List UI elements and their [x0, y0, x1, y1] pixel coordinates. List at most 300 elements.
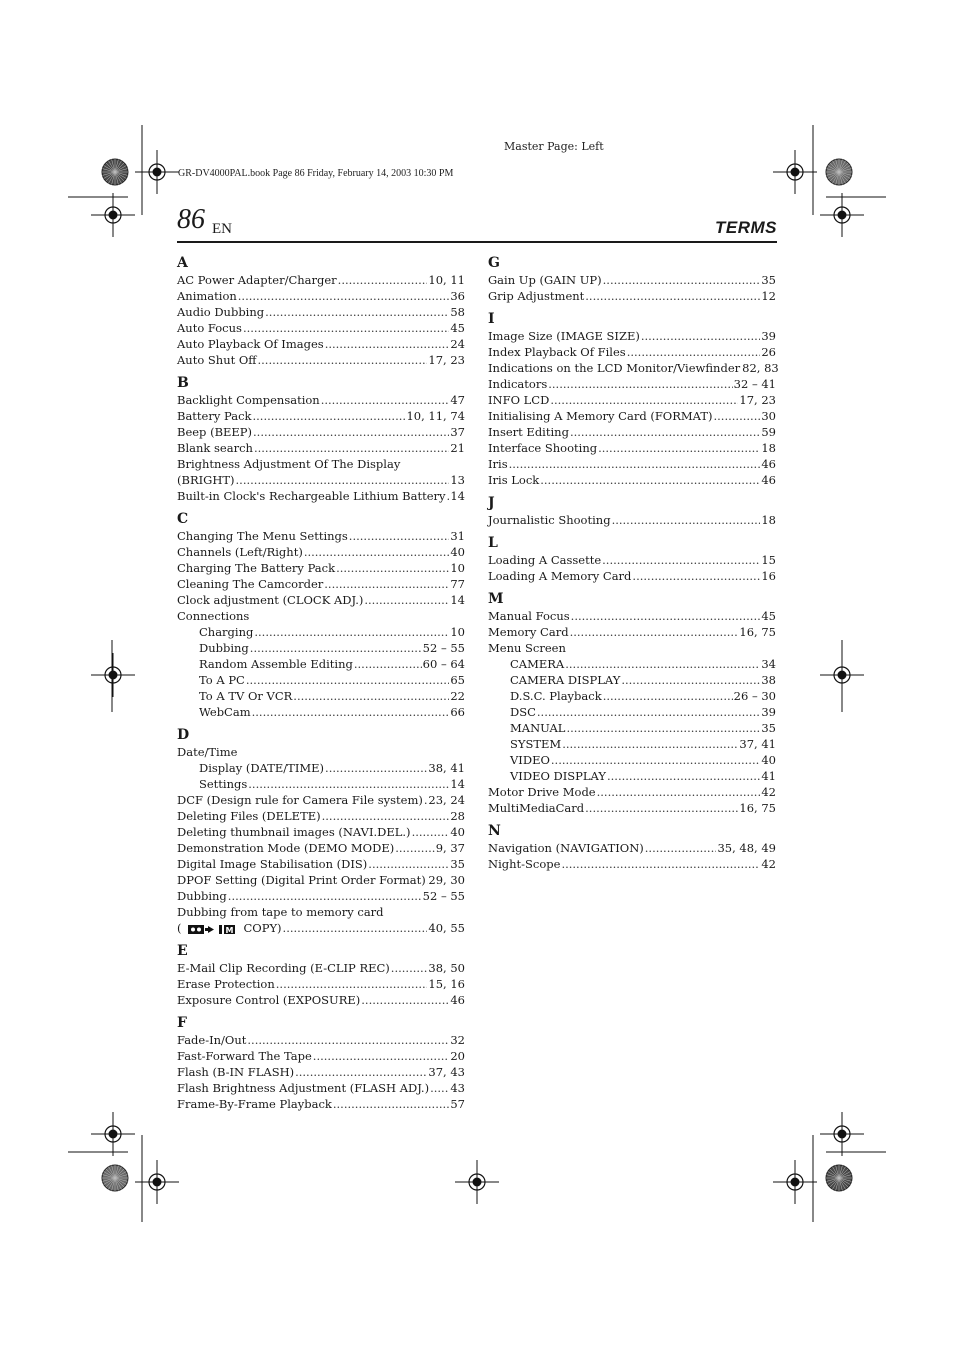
entry-term: Iris Lock	[488, 473, 540, 487]
registration-target-icon	[820, 653, 864, 697]
dot-leader	[597, 784, 761, 800]
entry-pages: 9, 37	[435, 841, 465, 855]
index-entry	[177, 576, 465, 592]
entry-pages: 10	[450, 625, 465, 639]
index-column-right	[488, 252, 779, 872]
dot-leader	[509, 456, 761, 472]
page-number: 86	[177, 204, 205, 235]
entry-term: Frame-By-Frame Playback	[177, 1097, 332, 1111]
index-entry	[488, 568, 776, 584]
entry-pages: 18	[761, 441, 776, 455]
entry-pages: 58	[450, 305, 465, 319]
dot-leader	[253, 408, 406, 424]
dot-leader	[324, 576, 449, 592]
index-heading: Menu Screen	[488, 641, 566, 655]
index-entry	[488, 608, 776, 624]
index-entry	[177, 392, 465, 408]
dot-leader	[250, 640, 422, 656]
index-entry	[177, 704, 465, 720]
dot-leader	[585, 800, 738, 816]
registration-target-icon	[455, 1160, 499, 1204]
index-entry	[488, 840, 776, 856]
index-heading: Dubbing from tape to memory card	[177, 905, 384, 919]
entry-pages: 10, 11, 74	[406, 409, 465, 423]
entry-term: Dubbing	[199, 641, 249, 655]
index-heading: Date/Time	[177, 745, 238, 759]
entry-term: Motor Drive Mode	[488, 785, 596, 799]
entry-pages: 12	[761, 289, 776, 303]
master-page-label: Master Page: Left	[504, 140, 604, 153]
entry-pages: 17, 23	[428, 353, 465, 367]
index-entry	[177, 840, 465, 856]
entry-pages: 39	[761, 329, 776, 343]
entry-pages: 37, 41	[739, 737, 776, 751]
svg-text:M: M	[225, 925, 233, 935]
index-entry	[177, 528, 465, 544]
registration-target-icon	[91, 653, 135, 697]
entry-pages: 38, 41	[428, 761, 465, 775]
entry-term: Index Playback Of Files	[488, 345, 626, 359]
entry-term: DSC	[510, 705, 536, 719]
color-dial-icon	[102, 159, 128, 185]
entry-term: CAMERA	[510, 657, 565, 671]
index-entry	[177, 424, 465, 440]
entry-term: Changing The Menu Settings	[177, 529, 348, 543]
index-entry	[177, 992, 465, 1008]
entry-pages: 38, 50	[428, 961, 465, 975]
dot-leader	[714, 408, 761, 424]
index-entry	[177, 320, 465, 336]
index-heading: Connections	[177, 609, 250, 623]
book-info-line: GR-DV4000PAL.book Page 86 Friday, February 14, 2003 10:30 PM	[178, 168, 454, 179]
dot-leader	[645, 840, 717, 856]
index-entry	[177, 808, 465, 824]
entry-pages: 66	[450, 705, 465, 719]
dot-leader	[333, 1096, 450, 1112]
entry-term: Night-Scope	[488, 857, 561, 871]
dot-leader	[585, 288, 760, 304]
entry-pages: 39	[761, 705, 776, 719]
entry-pages: 43	[450, 1081, 465, 1095]
index-entry	[177, 960, 465, 976]
registration-target-icon	[773, 150, 817, 194]
entry-pages: 10, 11	[428, 273, 465, 287]
index-entry	[177, 656, 465, 672]
entry-pages: 16	[761, 569, 776, 583]
entry-pages: 47	[450, 393, 465, 407]
entry-term: MultiMediaCard	[488, 801, 585, 815]
entry-pages: 29, 30	[428, 873, 465, 887]
entry-term: Auto Focus	[177, 321, 242, 335]
entry-term: Deleting thumbnail images (NAVI.DEL.)	[177, 825, 411, 839]
entry-pages: 16, 75	[739, 625, 776, 639]
entry-term: Deleting Files (DELETE)	[177, 809, 321, 823]
entry-term: D.S.C. Playback	[510, 689, 602, 703]
entry-pages: 26 – 30	[733, 689, 776, 703]
entry-term: Auto Playback Of Images	[177, 337, 324, 351]
entry-pages: 23, 24	[428, 793, 465, 807]
dot-leader	[551, 752, 760, 768]
entry-term: Animation	[177, 289, 237, 303]
entry-pages: 46	[450, 993, 465, 1007]
dot-leader	[412, 824, 450, 840]
dot-leader	[257, 352, 427, 368]
entry-pages: 57	[450, 1097, 465, 1111]
dot-leader	[254, 440, 449, 456]
index-entry	[177, 1064, 465, 1080]
index-entry	[488, 656, 776, 672]
entry-term: Insert Editing	[488, 425, 569, 439]
entry-pages: 42	[761, 785, 776, 799]
index-entry	[488, 720, 776, 736]
index-entry	[488, 440, 776, 456]
dot-leader	[361, 992, 449, 1008]
index-entry	[488, 768, 776, 784]
dot-leader	[265, 304, 449, 320]
index-entry	[177, 488, 465, 504]
dot-leader	[295, 1064, 427, 1080]
entry-term: Gain Up (GAIN UP)	[488, 273, 602, 287]
entry-term: Initialising A Memory Card (FORMAT)	[488, 409, 713, 423]
entry-term: VIDEO DISPLAY	[510, 769, 606, 783]
index-entry	[488, 472, 776, 488]
entry-term: CAMERA DISPLAY	[510, 673, 621, 687]
section-letter: M	[488, 591, 504, 607]
dot-leader	[562, 736, 738, 752]
dot-leader	[248, 776, 449, 792]
section-letter: N	[488, 823, 501, 839]
entry-term: To A TV Or VCR	[199, 689, 293, 703]
dot-leader	[321, 392, 450, 408]
dot-leader	[632, 568, 760, 584]
section-letter: A	[177, 255, 188, 271]
index-entry	[488, 688, 776, 704]
entry-pages: 45	[761, 609, 776, 623]
entry-pages: 40, 55	[428, 921, 465, 935]
entry-term: Flash Brightness Adjustment (FLASH ADJ.)	[177, 1081, 430, 1095]
entry-pages: 35	[450, 857, 465, 871]
section-letter: L	[488, 535, 498, 551]
dot-leader	[627, 344, 761, 360]
entry-pages: 14	[450, 593, 465, 607]
dot-leader	[602, 552, 760, 568]
entry-term: MANUAL	[510, 721, 566, 735]
index-entry	[488, 360, 779, 376]
entry-term: ( M COPY)	[177, 921, 282, 935]
index-entry	[488, 784, 776, 800]
dot-leader	[246, 672, 450, 688]
entry-pages: 35	[761, 721, 776, 735]
color-dial-icon	[826, 1165, 852, 1191]
entry-term: E-Mail Clip Recording (E-CLIP REC)	[177, 961, 390, 975]
entry-term: WebCam	[199, 705, 251, 719]
dot-leader	[338, 272, 428, 288]
entry-term: Erase Protection	[177, 977, 275, 991]
dot-leader	[228, 888, 422, 904]
entry-term: VIDEO	[510, 753, 550, 767]
registration-target-icon	[91, 1112, 135, 1156]
section-letter: B	[177, 375, 189, 391]
dot-leader	[243, 320, 449, 336]
dot-leader	[395, 840, 435, 856]
index-entry	[488, 800, 776, 816]
dot-leader	[641, 328, 761, 344]
dot-leader	[571, 608, 761, 624]
dot-leader	[336, 560, 449, 576]
color-dial-icon	[826, 159, 852, 185]
entry-pages: 31	[450, 529, 465, 543]
entry-pages: 28	[450, 809, 465, 823]
entry-term: Journalistic Shooting	[488, 513, 611, 527]
index-entry	[177, 1048, 465, 1064]
entry-term: Blank search	[177, 441, 253, 455]
index-entry	[488, 752, 776, 768]
index-entry	[488, 272, 776, 288]
dot-leader	[293, 688, 449, 704]
index-heading: Brightness Adjustment Of The Display	[177, 457, 401, 471]
entry-term: Image Size (IMAGE SIZE)	[488, 329, 640, 343]
index-entry	[488, 856, 776, 872]
entry-term: Fade-In/Out	[177, 1033, 247, 1047]
entry-term: Charging	[199, 625, 254, 639]
entry-pages: 32 – 41	[733, 377, 776, 391]
entry-term: Cleaning The Camcorder	[177, 577, 324, 591]
entry-term: Audio Dubbing	[177, 305, 265, 319]
entry-pages: 24	[450, 337, 465, 351]
dot-leader	[283, 920, 428, 936]
entry-pages: 46	[761, 473, 776, 487]
dot-leader	[548, 376, 732, 392]
dot-leader	[607, 768, 760, 784]
dot-leader	[570, 624, 739, 640]
entry-term: Demonstration Mode (DEMO MODE)	[177, 841, 395, 855]
entry-term: Exposure Control (EXPOSURE)	[177, 993, 361, 1007]
index-entry	[488, 288, 776, 304]
entry-term: Built-in Clock's Rechargeable Lithium Battery	[177, 489, 446, 503]
entry-pages: 41	[761, 769, 776, 783]
entry-term: (BRIGHT)	[177, 473, 235, 487]
dot-leader	[325, 760, 427, 776]
dot-leader	[424, 792, 428, 808]
color-dial-icon	[102, 1165, 128, 1191]
entry-pages: 35	[761, 273, 776, 287]
section-letter: G	[488, 255, 500, 271]
entry-term-text: COPY)	[243, 921, 282, 935]
dot-leader	[252, 704, 450, 720]
dot-leader	[603, 272, 761, 288]
dot-leader	[550, 392, 738, 408]
index-entry	[177, 776, 465, 792]
registration-target-icon	[820, 193, 864, 237]
entry-term: Beep (BEEP)	[177, 425, 253, 439]
tape-to-card-copy-icon	[184, 924, 242, 935]
section-letter: C	[177, 511, 189, 527]
dot-leader	[561, 856, 760, 872]
entry-term: DPOF Setting (Digital Print Order Format)	[177, 873, 426, 887]
dot-leader	[612, 512, 761, 528]
dot-leader	[540, 472, 760, 488]
index-entry	[177, 672, 465, 688]
entry-term: Settings	[199, 777, 248, 791]
dot-leader	[603, 688, 733, 704]
entry-pages: 20	[450, 1049, 465, 1063]
index-entry	[177, 304, 465, 320]
entry-term: Auto Shut Off	[177, 353, 257, 367]
section-letter: F	[177, 1015, 187, 1031]
index-entry	[177, 872, 465, 888]
entry-term: SYSTEM	[510, 737, 562, 751]
entry-pages: 37, 43	[428, 1065, 465, 1079]
entry-term: Indicators	[488, 377, 548, 391]
index-entry	[177, 976, 465, 992]
index-entry	[177, 688, 465, 704]
entry-pages: 35, 48, 49	[717, 841, 776, 855]
index-entry	[177, 888, 465, 904]
registration-target-icon	[773, 1160, 817, 1204]
index-entry	[177, 336, 465, 352]
dot-leader	[570, 424, 760, 440]
registration-target-icon	[820, 1112, 864, 1156]
index-entry	[488, 456, 776, 472]
index-entry	[177, 824, 465, 840]
dot-leader	[325, 336, 450, 352]
section-letter: E	[177, 943, 188, 959]
entry-term: Memory Card	[488, 625, 569, 639]
entry-term: Dubbing	[177, 889, 227, 903]
index-entry	[488, 552, 776, 568]
entry-term: Channels (Left/Right)	[177, 545, 303, 559]
entry-pages: 22	[450, 689, 465, 703]
entry-term: Flash (B-IN FLASH)	[177, 1065, 295, 1079]
entry-pages: 13	[450, 473, 465, 487]
index-entry	[488, 424, 776, 440]
index-entry	[488, 344, 776, 360]
index-entry	[488, 736, 776, 752]
index-entry	[488, 376, 776, 392]
index-entry	[177, 440, 465, 456]
entry-pages: 37	[450, 425, 465, 439]
entry-term: Interface Shooting	[488, 441, 598, 455]
index-entry	[177, 856, 465, 872]
entry-pages: 14	[450, 489, 465, 503]
dot-leader	[276, 976, 428, 992]
dot-leader	[447, 488, 450, 504]
dot-leader	[349, 528, 450, 544]
entry-pages: 45	[450, 321, 465, 335]
entry-term: Indications on the LCD Monitor/Viewfinder	[488, 361, 741, 375]
dot-leader	[364, 592, 449, 608]
entry-term: DCF (Design rule for Camera File system)	[177, 793, 423, 807]
entry-term: Random Assemble Editing	[199, 657, 353, 671]
index-entry	[488, 328, 776, 344]
section-title: TERMS	[715, 218, 777, 237]
entry-pages: 60 – 64	[422, 657, 465, 671]
index-entry	[177, 472, 465, 488]
dot-leader	[368, 856, 449, 872]
index-entry	[177, 288, 465, 304]
entry-pages: 10	[450, 561, 465, 575]
index-entry	[177, 272, 465, 288]
dot-leader	[391, 960, 428, 976]
index-entry	[488, 512, 776, 528]
entry-pages: 46	[761, 457, 776, 471]
dot-leader	[430, 1080, 449, 1096]
entry-term: Iris	[488, 457, 508, 471]
index-entry	[177, 792, 465, 808]
dot-leader	[238, 288, 450, 304]
entry-pages: 14	[450, 777, 465, 791]
entry-term: Grip Adjustment	[488, 289, 585, 303]
entry-pages: 82, 83	[742, 361, 779, 375]
entry-pages: 15, 16	[428, 977, 465, 991]
index-column-left	[177, 252, 465, 1112]
entry-term: Backlight Compensation	[177, 393, 320, 407]
section-letter: D	[177, 727, 190, 743]
entry-pages: 21	[450, 441, 465, 455]
dot-leader	[598, 440, 760, 456]
entry-term: Display (DATE/TIME)	[199, 761, 325, 775]
entry-term: AC Power Adapter/Charger	[177, 273, 337, 287]
entry-term: Loading A Memory Card	[488, 569, 632, 583]
index-entry	[177, 592, 465, 608]
dot-leader	[621, 672, 760, 688]
dot-leader	[304, 544, 450, 560]
index-entry	[177, 544, 465, 560]
dot-leader	[354, 656, 422, 672]
index-entry	[177, 408, 465, 424]
section-letter: J	[488, 495, 495, 511]
entry-term: Loading A Cassette	[488, 553, 602, 567]
entry-pages: 26	[761, 345, 776, 359]
entry-pages: 17, 23	[739, 393, 776, 407]
entry-term: Charging The Battery Pack	[177, 561, 336, 575]
entry-term: Clock adjustment (CLOCK ADJ.)	[177, 593, 364, 607]
entry-pages: 77	[450, 577, 465, 591]
entry-pages: 40	[450, 545, 465, 559]
header-rule	[177, 241, 777, 243]
index-entry	[488, 672, 776, 688]
entry-term: Manual Focus	[488, 609, 570, 623]
index-entry	[177, 560, 465, 576]
dot-leader	[322, 808, 450, 824]
index-entry	[177, 760, 465, 776]
entry-term: Fast-Forward The Tape	[177, 1049, 312, 1063]
index-entry	[177, 624, 465, 640]
entry-pages: 18	[761, 513, 776, 527]
dot-leader	[313, 1048, 450, 1064]
index-entry	[177, 920, 465, 936]
index-entry	[488, 408, 776, 424]
entry-term: Battery Pack	[177, 409, 252, 423]
entry-pages: 52 – 55	[422, 889, 465, 903]
entry-pages: 65	[450, 673, 465, 687]
entry-term: Navigation (NAVIGATION)	[488, 841, 644, 855]
entry-pages: 40	[450, 825, 465, 839]
dot-leader	[566, 720, 760, 736]
registration-target-icon	[91, 193, 135, 237]
section-letter: I	[488, 311, 495, 327]
index-entry	[177, 352, 465, 368]
entry-pages: 36	[450, 289, 465, 303]
entry-term: To A PC	[199, 673, 245, 687]
dot-leader	[253, 424, 449, 440]
entry-pages: 30	[761, 409, 776, 423]
index-entry	[177, 1080, 465, 1096]
index-entry	[177, 640, 465, 656]
dot-leader	[537, 704, 760, 720]
dot-leader	[565, 656, 760, 672]
entry-pages: 34	[761, 657, 776, 671]
